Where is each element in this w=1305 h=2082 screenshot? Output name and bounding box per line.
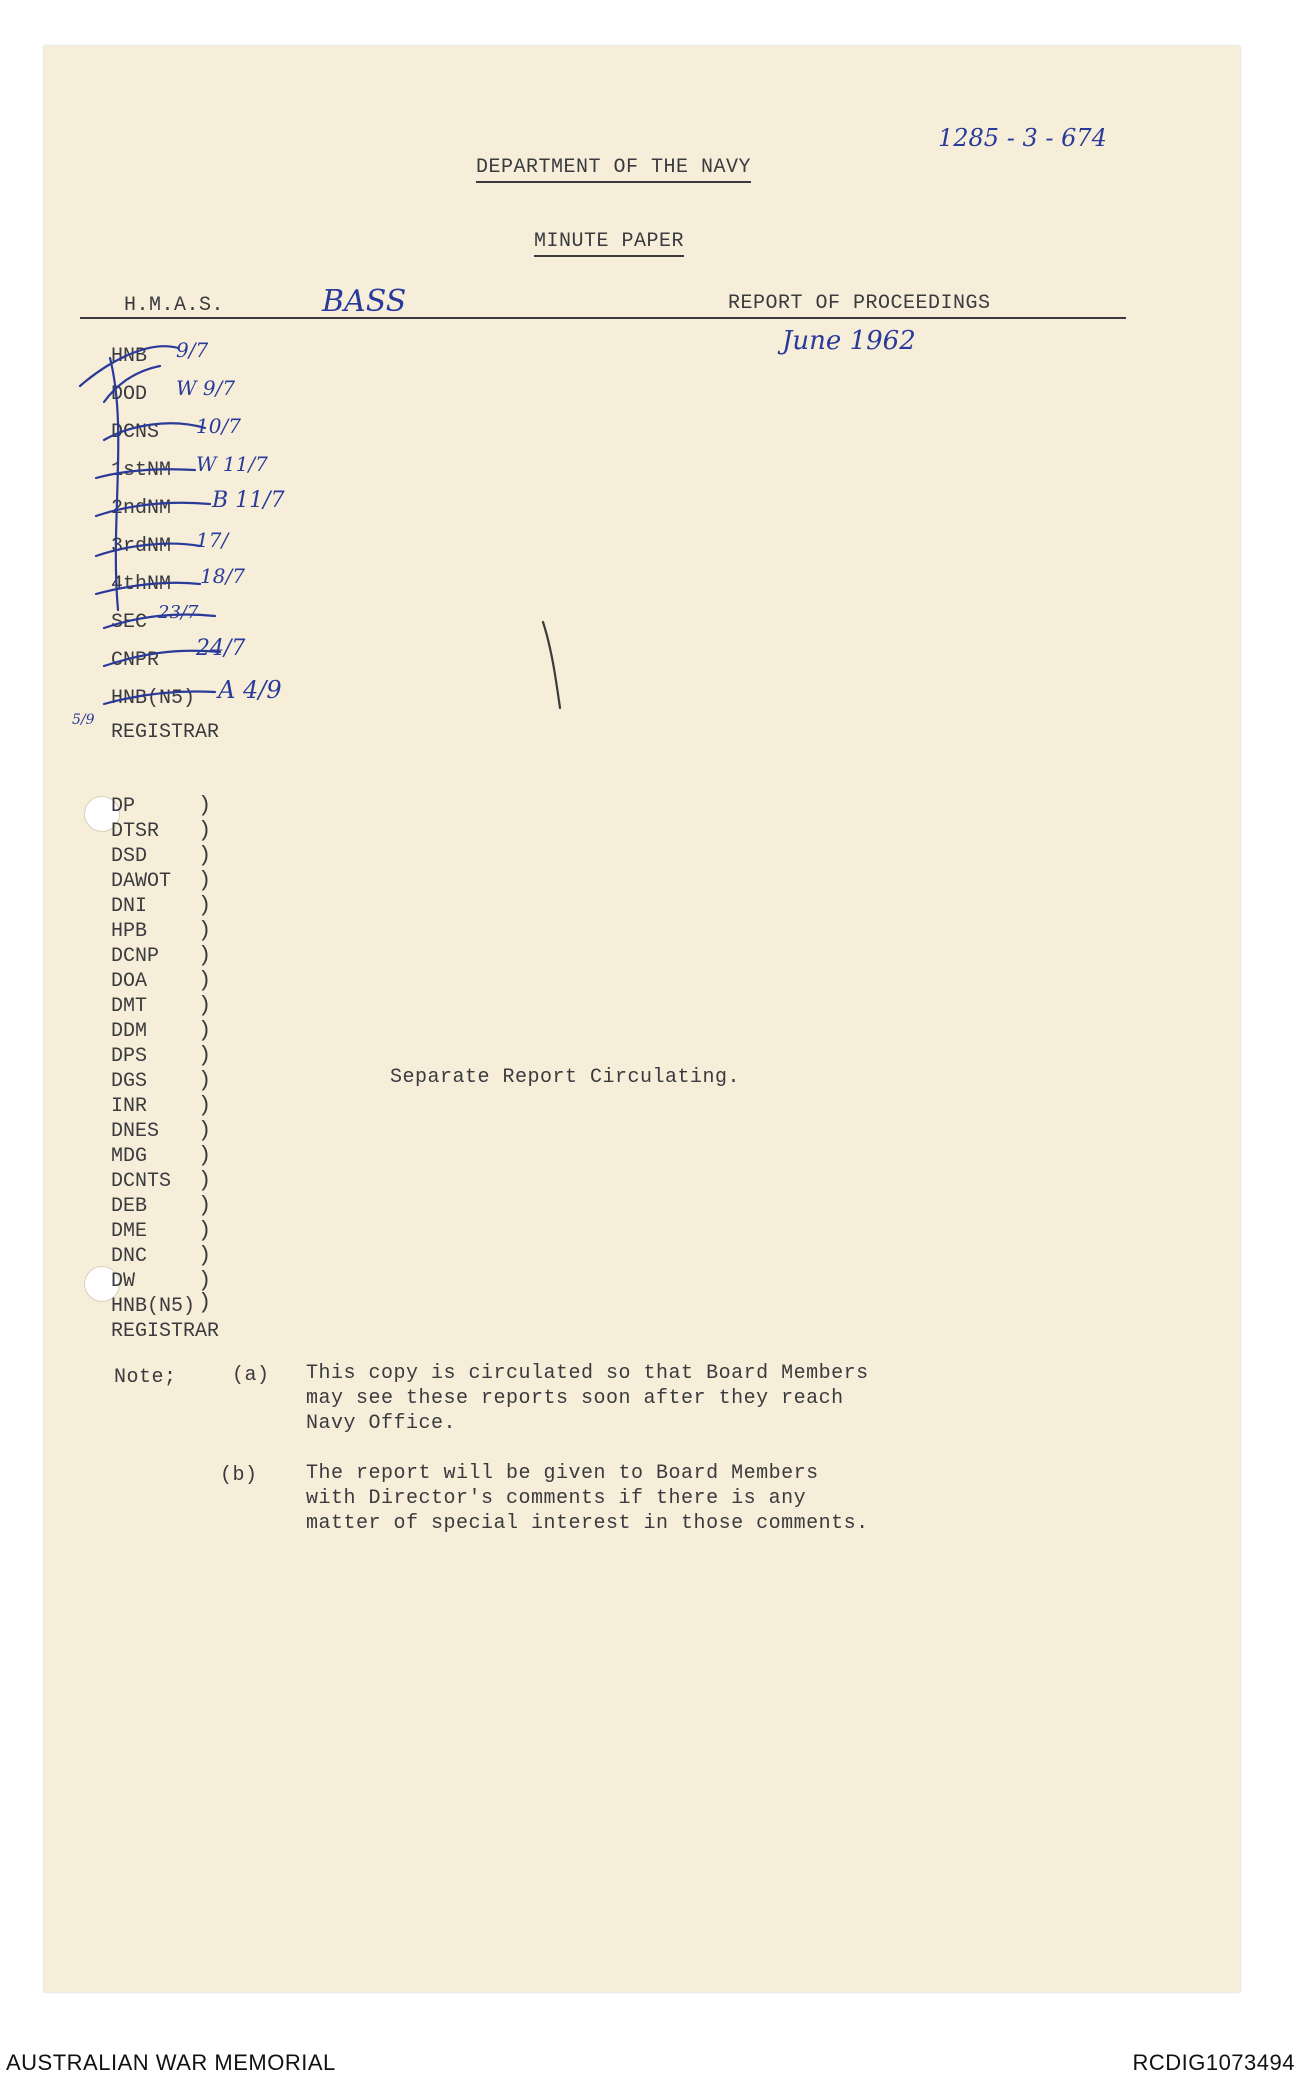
note-line: may see these reports soon after they reach — [306, 1387, 844, 1410]
ship-name-handwritten: BASS — [322, 284, 407, 319]
note-line: Navy Office. — [306, 1412, 457, 1435]
bracket: ) — [198, 1268, 212, 1293]
note-marker: (a) — [232, 1364, 270, 1387]
department-heading: DEPARTMENT OF THE NAVY — [476, 156, 751, 183]
distribution-code: MDG — [111, 1145, 148, 1168]
distribution-code: DEB — [111, 1195, 148, 1218]
note-line: This copy is circulated so that Board Members — [306, 1362, 869, 1385]
distribution-code: DMT — [111, 995, 148, 1018]
distribution-code: REGISTRAR — [111, 721, 220, 744]
distribution-code: DOD — [111, 383, 148, 406]
footer-record-id: RCDIG1073494 — [1132, 2050, 1295, 2075]
distribution-code: SEC — [111, 611, 148, 634]
initial-annotation: 17/ — [196, 528, 229, 552]
header-rule — [80, 317, 1126, 319]
bracket: ) — [198, 1043, 212, 1068]
bracket: ) — [198, 1290, 212, 1315]
distribution-code: HNB(N5) — [111, 687, 196, 710]
initial-annotation: 24/7 — [196, 636, 246, 661]
note-line: matter of special interest in those comments. — [306, 1512, 869, 1535]
distribution-code: 4thNM — [111, 573, 172, 596]
bracket: ) — [198, 868, 212, 893]
distribution-code: DME — [111, 1220, 148, 1243]
distribution-code: 3rdNM — [111, 535, 172, 558]
distribution-code: REGISTRAR — [111, 1320, 220, 1343]
separate-report-note: Separate Report Circulating. — [390, 1066, 741, 1089]
initial-annotation: W 9/7 — [176, 376, 236, 400]
distribution-code: DOA — [111, 970, 148, 993]
form-title: MINUTE PAPER — [534, 230, 684, 257]
bracket: ) — [198, 993, 212, 1018]
footer-archive-name: AUSTRALIAN WAR MEMORIAL — [6, 2050, 336, 2075]
bracket: ) — [198, 943, 212, 968]
initial-annotation: 10/7 — [196, 414, 241, 438]
distribution-code: DCNTS — [111, 1170, 172, 1193]
bracket: ) — [198, 793, 212, 818]
bracket: ) — [198, 968, 212, 993]
distribution-code: HPB — [111, 920, 148, 943]
distribution-code: DW — [111, 1270, 136, 1293]
distribution-code: 1stNM — [111, 459, 172, 482]
bracket: ) — [198, 1143, 212, 1168]
file-number-handwritten: 1285 - 3 - 674 — [938, 124, 1107, 152]
distribution-code: DSD — [111, 845, 148, 868]
distribution-code: DGS — [111, 1070, 148, 1093]
initial-annotation: 18/7 — [200, 564, 245, 588]
distribution-code: DNES — [111, 1120, 160, 1143]
bracket: ) — [198, 1018, 212, 1043]
note-marker: (b) — [220, 1464, 258, 1487]
distribution-code: DCNS — [111, 421, 160, 444]
report-title: REPORT OF PROCEEDINGS — [728, 292, 991, 315]
note-line: The report will be given to Board Members — [306, 1462, 819, 1485]
initial-annotation: 23/7 — [158, 602, 199, 623]
bracket: ) — [198, 1193, 212, 1218]
bracket: ) — [198, 1243, 212, 1268]
distribution-code: DDM — [111, 1020, 148, 1043]
bracket: ) — [198, 843, 212, 868]
distribution-code: DTSR — [111, 820, 160, 843]
bracket: ) — [198, 1168, 212, 1193]
initial-annotation: W 11/7 — [196, 452, 268, 476]
bracket: ) — [198, 1118, 212, 1143]
distribution-code: DPS — [111, 1045, 148, 1068]
bracket: ) — [198, 1093, 212, 1118]
bracket: ) — [198, 1068, 212, 1093]
initial-annotation: B 11/7 — [212, 488, 285, 513]
note-line: with Director's comments if there is any — [306, 1487, 807, 1510]
bracket: ) — [198, 818, 212, 843]
distribution-code: 2ndNM — [111, 497, 172, 520]
initial-annotation: A 4/9 — [218, 676, 282, 704]
ship-prefix: H.M.A.S. — [124, 294, 225, 317]
distribution-code: DAWOT — [111, 870, 172, 893]
initial-annotation: 5/9 — [72, 712, 95, 728]
distribution-code: INR — [111, 1095, 148, 1118]
bracket: ) — [198, 918, 212, 943]
distribution-code: DNI — [111, 895, 148, 918]
distribution-code: DP — [111, 795, 136, 818]
distribution-code: DCNP — [111, 945, 160, 968]
minute-paper-sheet — [44, 46, 1240, 1992]
distribution-code: DNC — [111, 1245, 148, 1268]
bracket: ) — [198, 1218, 212, 1243]
notes-label: Note; — [114, 1366, 177, 1389]
bracket: ) — [198, 893, 212, 918]
initial-annotation: 9/7 — [176, 338, 209, 362]
distribution-code: HNB — [111, 345, 148, 368]
report-period-handwritten: June 1962 — [782, 326, 916, 356]
distribution-code: CNPR — [111, 649, 160, 672]
distribution-code: HNB(N5) — [111, 1295, 196, 1318]
